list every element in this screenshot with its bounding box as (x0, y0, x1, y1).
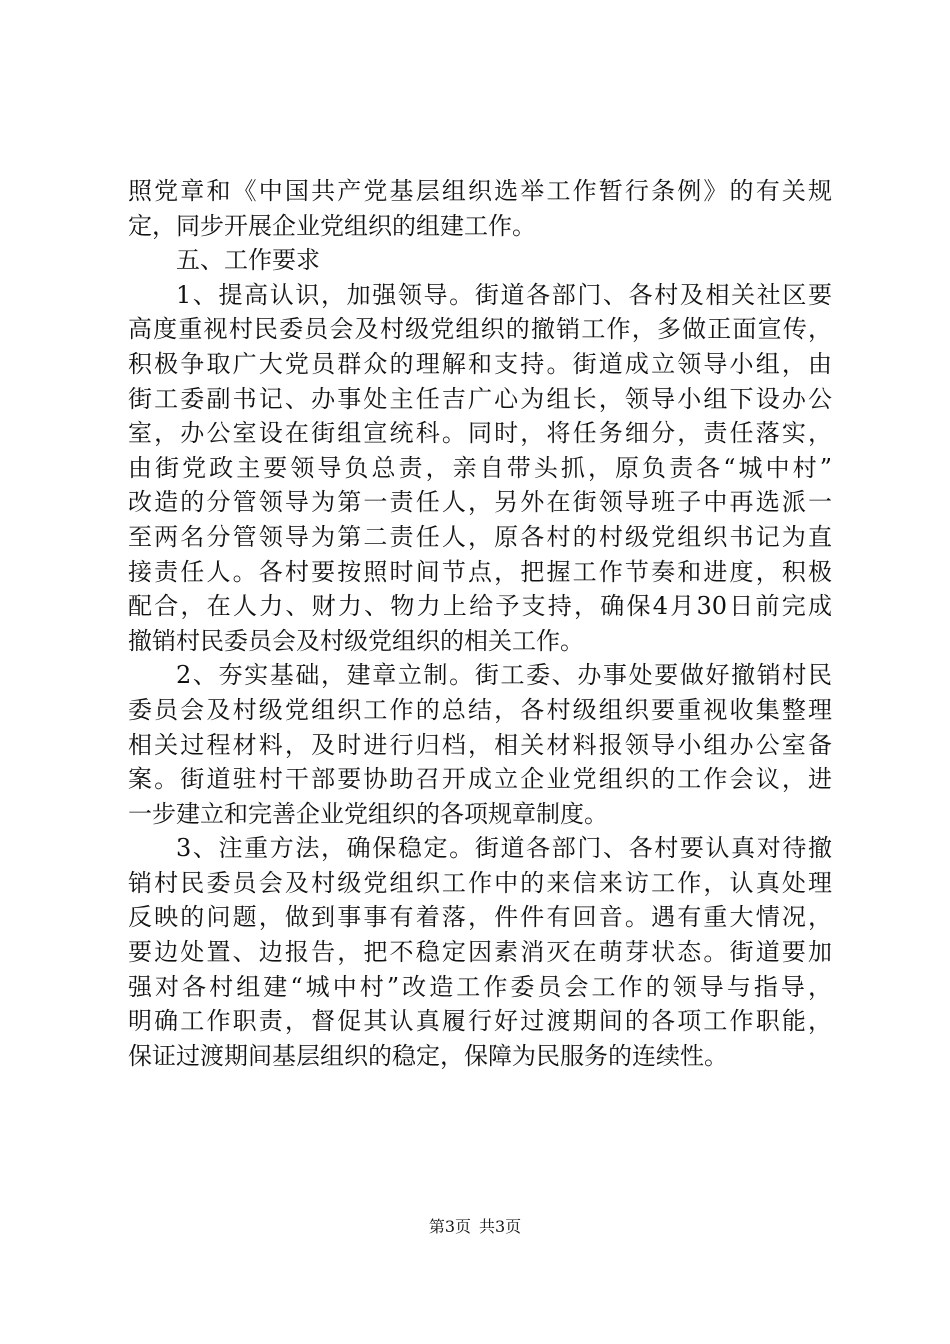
text-line: 相关过程材料，及时进行归档，相关材料报领导小组办公室备 (128, 730, 832, 759)
text-line: 明确工作职责，督促其认真履行好过渡期间的各项工作职能， (128, 1007, 832, 1036)
text-line: 高度重视村民委员会及村级党组织的撤销工作，多做正面宣传， (128, 315, 832, 344)
text-line: 一步建立和完善企业党组织的各项规章制度。 (128, 799, 608, 828)
text-line: 撤销村民委员会及村级党组织的相关工作。 (128, 626, 584, 655)
text-line: 1、提高认识，加强领导。街道各部门、各村及相关社区要 (176, 280, 832, 309)
text-line: 强对各村组建“城中村”改造工作委员会工作的领导与指导， (128, 972, 832, 1001)
page-total: 共3页 (479, 1217, 522, 1236)
text-line: 改造的分管领导为第一责任人，另外在街领导班子中再选派一 (128, 488, 832, 517)
text-line: 反映的问题，做到事事有着落，件件有回音。遇有重大情况， (128, 903, 832, 932)
document-body (128, 174, 832, 1073)
page-number: 第3页 (428, 1217, 471, 1236)
text-line: 由街党政主要领导负总责，亲自带头抓，原负责各“城中村” (128, 453, 832, 482)
text-line: 照党章和《中国共产党基层组织选举工作暂行条例》的有关规 (128, 177, 832, 205)
text-line: 3、注重方法，确保稳定。街道各部门、各村要认真对待撤 (176, 834, 832, 863)
text-line: 室，办公室设在街组宣统科。同时，将任务细分，责任落实， (128, 419, 832, 448)
text-line: 积极争取广大党员群众的理解和支持。街道成立领导小组，由 (128, 349, 832, 378)
text-line: 至两名分管领导为第二责任人，原各村的村级党组织书记为直 (128, 522, 832, 551)
text-line: 五、工作要求 (176, 246, 320, 275)
text-line: 定，同步开展企业党组织的组建工作。 (128, 211, 536, 240)
text-line: 要边处置、边报告，把不稳定因素消灭在萌芽状态。街道要加 (128, 938, 832, 967)
text-line: 销村民委员会及村级党组织工作中的来信来访工作，认真处理 (128, 868, 832, 897)
page-footer (0, 1216, 950, 1238)
text-line: 保证过渡期间基层组织的稳定，保障为民服务的连续性。 (128, 1041, 728, 1070)
text-line: 委员会及村级党组织工作的总结，各村级组织要重视收集整理 (128, 695, 832, 724)
text-line: 2、夯实基础，建章立制。街工委、办事处要做好撤销村民 (176, 661, 832, 690)
text-line: 案。街道驻村干部要协助召开成立企业党组织的工作会议，进 (128, 765, 832, 794)
text-line: 接责任人。各村要按照时间节点，把握工作节奏和进度，积极 (128, 557, 832, 586)
text-line: 配合，在人力、财力、物力上给予支持，确保4月30日前完成 (128, 592, 832, 621)
text-line: 街工委副书记、办事处主任吉广心为组长，领导小组下设办公 (128, 384, 832, 413)
